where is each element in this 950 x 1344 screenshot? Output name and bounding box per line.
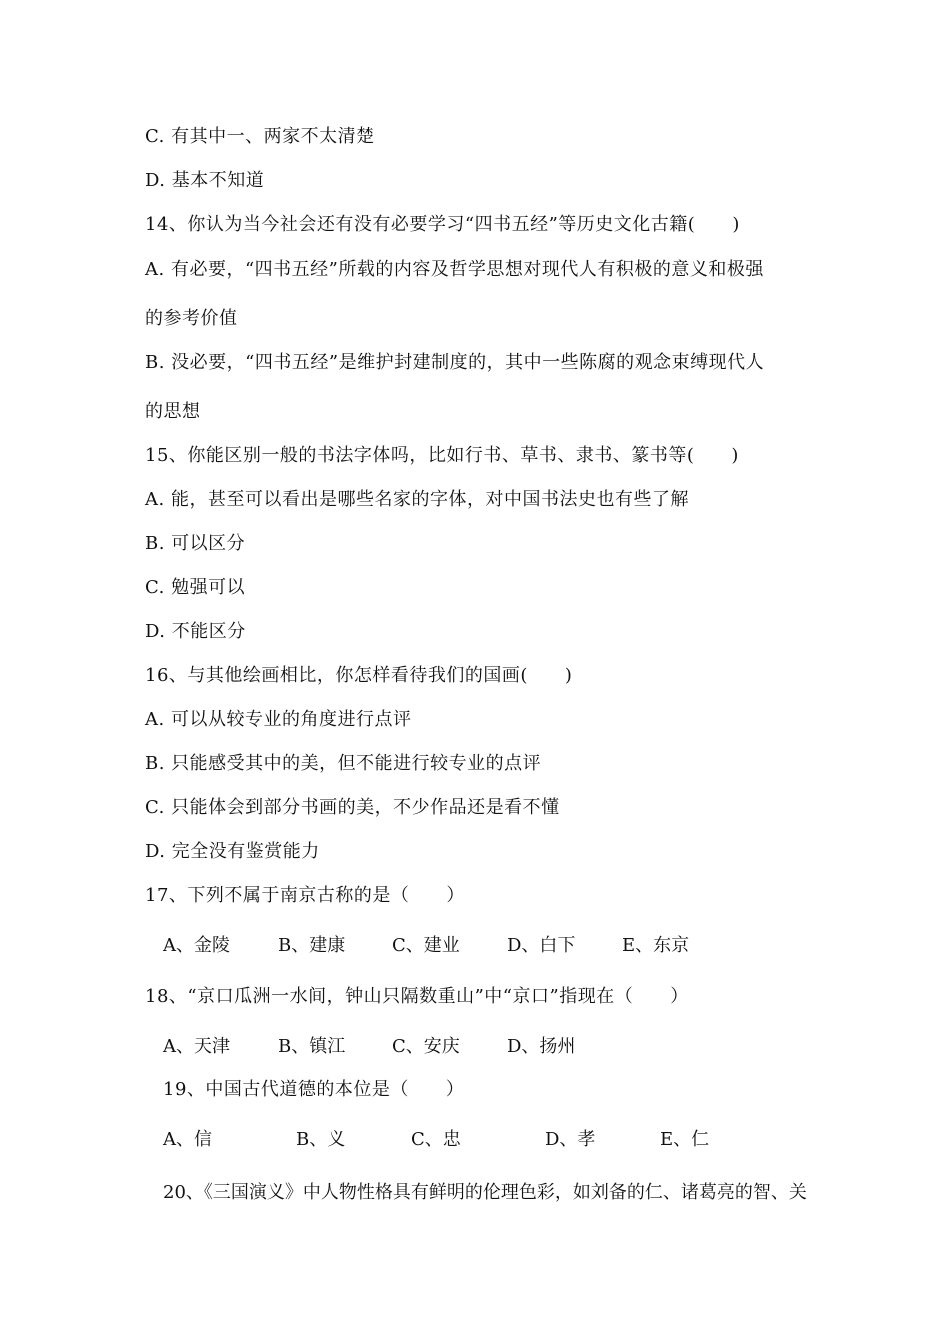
q18-option-d: D、扬州 bbox=[507, 1036, 576, 1057]
q18-question: 18、“京口瓜洲一水间，钟山只隔数重山”中“京口”指现在（ ） bbox=[145, 986, 689, 1007]
q16-option-a: A. 可以从较专业的角度进行点评 bbox=[145, 709, 412, 730]
q14-question: 14、你认为当今社会还有没有必要学习“四书五经”等历史文化古籍( ) bbox=[145, 214, 740, 235]
q17-option-c: C、建业 bbox=[392, 935, 460, 956]
q18-option-b: B、镇江 bbox=[278, 1036, 346, 1057]
q14-option-b-line1: B. 没必要，“四书五经”是维护封建制度的，其中一些陈腐的观念束缚现代人 bbox=[145, 352, 765, 373]
q17-option-d: D、白下 bbox=[507, 935, 576, 956]
q16-option-d: D. 完全没有鉴赏能力 bbox=[145, 841, 320, 862]
q17-option-b: B、建康 bbox=[278, 935, 346, 956]
q15-option-a: A. 能，甚至可以看出是哪些名家的字体，对中国书法史也有些了解 bbox=[145, 489, 689, 510]
q15-option-c: C. 勉强可以 bbox=[145, 577, 246, 598]
q14-option-a-line1: A. 有必要，“四书五经”所载的内容及哲学思想对现代人有积极的意义和极强 bbox=[145, 259, 764, 280]
q16-question: 16、与其他绘画相比，你怎样看待我们的国画( ) bbox=[145, 665, 573, 686]
q19-option-a: A、信 bbox=[163, 1129, 212, 1150]
q18-option-c: C、安庆 bbox=[392, 1036, 460, 1057]
q13-option-c: C. 有其中一、两家不太清楚 bbox=[145, 126, 375, 147]
q17-question: 17、下列不属于南京古称的是（ ） bbox=[145, 885, 465, 906]
q15-option-b: B. 可以区分 bbox=[145, 533, 246, 554]
q16-option-b: B. 只能感受其中的美，但不能进行较专业的点评 bbox=[145, 753, 542, 774]
q19-options-row bbox=[0, 1128, 950, 1152]
q17-options-row bbox=[0, 934, 950, 958]
q15-option-d: D. 不能区分 bbox=[145, 621, 246, 642]
q18-options-row bbox=[0, 1035, 950, 1059]
q13-option-d: D. 基本不知道 bbox=[145, 170, 265, 191]
q19-option-e: E、仁 bbox=[660, 1129, 710, 1150]
q19-option-c: C、忠 bbox=[411, 1129, 461, 1150]
q16-option-c: C. 只能体会到部分书画的美，不少作品还是看不懂 bbox=[145, 797, 560, 818]
q20-question: 20、《三国演义》中人物性格具有鲜明的伦理色彩，如刘备的仁、诸葛亮的智、关 bbox=[163, 1182, 807, 1203]
q17-option-a: A、金陵 bbox=[163, 935, 230, 956]
q19-option-d: D、孝 bbox=[545, 1129, 596, 1150]
q14-option-b-line2: 的思想 bbox=[145, 401, 201, 422]
q17-option-e: E、东京 bbox=[622, 935, 690, 956]
q19-option-b: B、义 bbox=[296, 1129, 346, 1150]
q15-question: 15、你能区别一般的书法字体吗，比如行书、草书、隶书、篆书等( ) bbox=[145, 445, 739, 466]
q18-option-a: A、天津 bbox=[163, 1036, 230, 1057]
q14-option-a-line2: 的参考价值 bbox=[145, 308, 238, 329]
q19-question: 19、中国古代道德的本位是（ ） bbox=[163, 1079, 465, 1100]
